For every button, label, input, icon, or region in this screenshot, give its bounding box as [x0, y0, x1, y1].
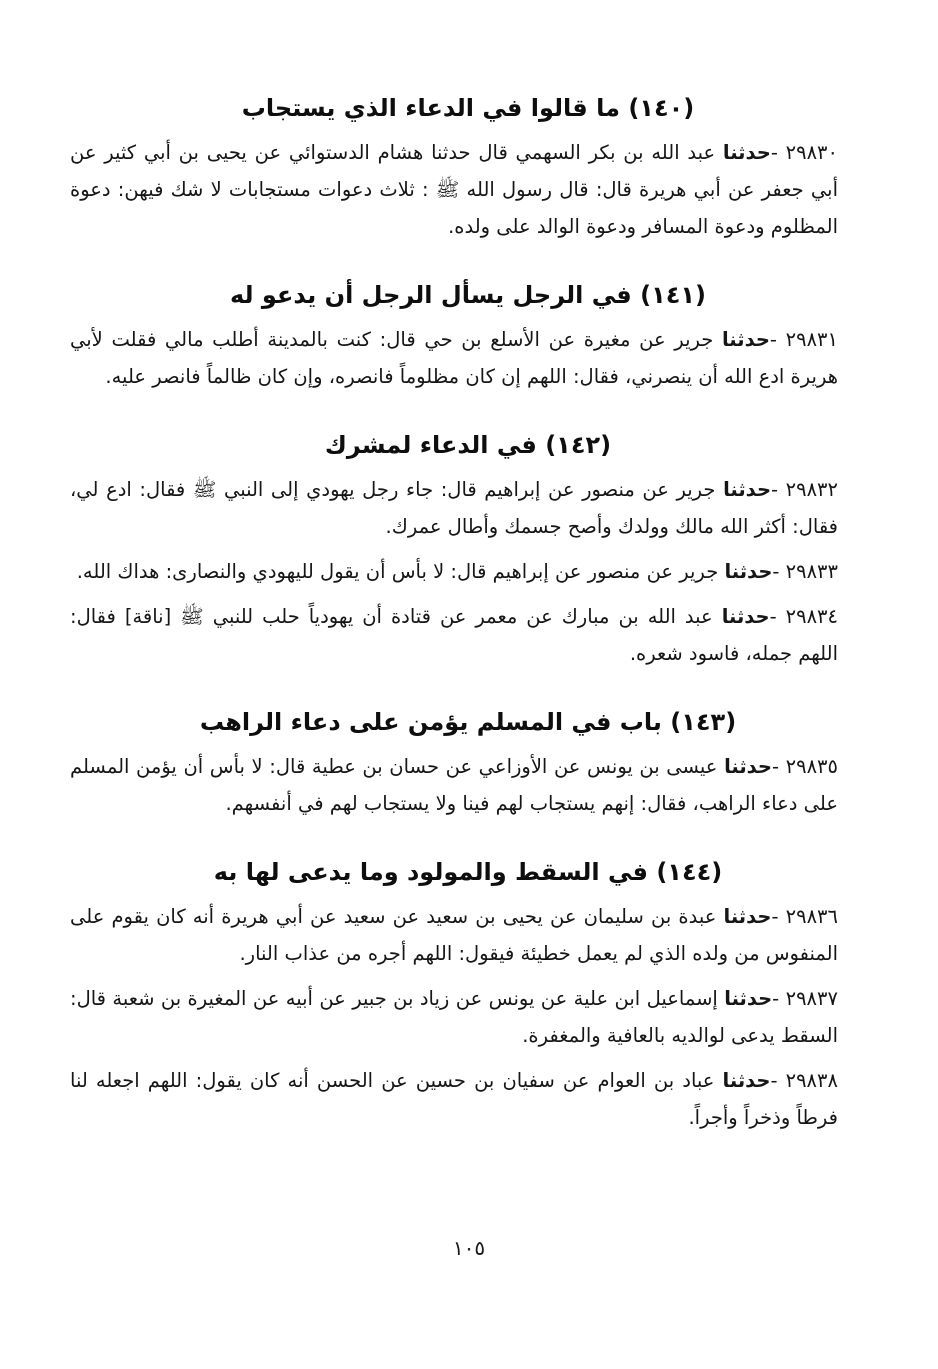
hadith-number: ٢٩٨٣٥ -	[771, 755, 838, 778]
hadith-29836	[70, 898, 866, 972]
hadith-29834	[70, 598, 866, 672]
hadith-29832	[70, 471, 866, 545]
hadith-number: ٢٩٨٣٤ -	[769, 605, 838, 628]
section-heading-140: (١٤٠) ما قالوا في الدعاء الذي يستجاب	[241, 94, 695, 122]
hadith-lead: حدثنا	[723, 478, 771, 501]
document-page	[70, 88, 866, 1136]
hadith-29831	[70, 321, 866, 395]
hadith-29835	[70, 748, 866, 822]
hadith-number: ٢٩٨٣٦ -	[771, 905, 838, 928]
hadith-text: عباد بن العوام عن سفيان بن حسين عن الحسن أنه كان يقول: اللهم اجعله لنا فرطاً وذخراً وأجراً.	[70, 1069, 838, 1129]
hadith-lead: حدثنا	[724, 560, 773, 583]
hadith-lead: حدثنا	[722, 141, 771, 164]
hadith-29838	[70, 1062, 866, 1136]
hadith-number: ٢٩٨٣٣ -	[772, 560, 838, 583]
hadith-lead: حدثنا	[724, 755, 772, 778]
page-number: ١٠٥	[452, 1236, 486, 1260]
hadith-29833	[70, 553, 866, 590]
hadith-number: ٢٩٨٣٧ -	[772, 987, 838, 1010]
hadith-number: ٢٩٨٣٨ -	[770, 1069, 838, 1092]
hadith-text: عبد الله بن بكر السهمي قال حدثنا هشام الدستوائي عن يحيى بن أبي كثير عن أبي جعفر عن أبي هريرة قال: قال رسول الله ﷺ : ثلاث دعوات مستجابات لا شك فيهن: دعوة المظلوم ودعوة المسافر ودعوة الوالد على ولده.	[70, 141, 838, 238]
hadith-number: ٢٩٨٣٢ -	[771, 478, 838, 501]
hadith-text: جرير عن منصور عن إبراهيم قال: جاء رجل يهودي إلى النبي ﷺ فقال: ادع لي، فقال: أكثر الله مالك وولدك وأصح جسمك وأطال عمرك.	[70, 478, 838, 538]
section-heading-142: (١٤٢) في الدعاء لمشرك	[324, 431, 612, 459]
hadith-text: عبدة بن سليمان عن يحيى بن سعيد عن سعيد عن أبي هريرة أنه كان يقوم على المنفوس من ولده الذي لم يعمل خطيئة فيقول: اللهم أجره من عذاب النار.	[70, 905, 838, 965]
hadith-text: جرير عن منصور عن إبراهيم قال: لا بأس أن يقول لليهودي والنصارى: هداك الله.	[76, 560, 719, 583]
section-heading-143: (١٤٣) باب في المسلم يؤمن على دعاء الراهب	[199, 708, 737, 736]
hadith-lead: حدثنا	[721, 328, 770, 351]
hadith-lead: حدثنا	[722, 1069, 771, 1092]
hadith-text: إسماعيل ابن علية عن يونس عن زياد بن جبير عن أبيه عن المغيرة بن شعبة قال: السقط يدعى لوالديه بالعافية والمغفرة.	[70, 987, 838, 1047]
hadith-text: عيسى بن يونس عن الأوزاعي عن حسان بن عطية قال: لا بأس أن يؤمن المسلم على دعاء الراهب، فقال: إنهم يستجاب لهم فينا ولا يستجاب لهم في أنفسهم.	[70, 755, 838, 815]
hadith-lead: حدثنا	[721, 605, 770, 628]
hadith-text: عبد الله بن مبارك عن معمر عن قتادة أن يهودياً حلب للنبي ﷺ [ناقة] فقال: اللهم جمله، فاسود شعره.	[70, 605, 838, 665]
hadith-number: ٢٩٨٣٠ -	[770, 141, 838, 164]
section-heading-144: (١٤٤) في السقط والمولود وما يدعى لها به	[213, 858, 723, 886]
hadith-number: ٢٩٨٣١ -	[769, 328, 838, 351]
section-heading-141: (١٤١) في الرجل يسأل الرجل أن يدعو له	[229, 281, 706, 309]
hadith-29830	[70, 134, 866, 245]
hadith-lead: حدثنا	[724, 987, 773, 1010]
hadith-lead: حدثنا	[723, 905, 772, 928]
hadith-29837	[70, 980, 866, 1054]
hadith-text: جرير عن مغيرة عن الأسلع بن حي قال: كنت بالمدينة أطلب مالي فقلت لأبي هريرة ادع الله أن ينصرني، فقال: اللهم إن كان مظلوماً فانصره، وإن كان ظالماً فانصر عليه.	[70, 328, 838, 388]
